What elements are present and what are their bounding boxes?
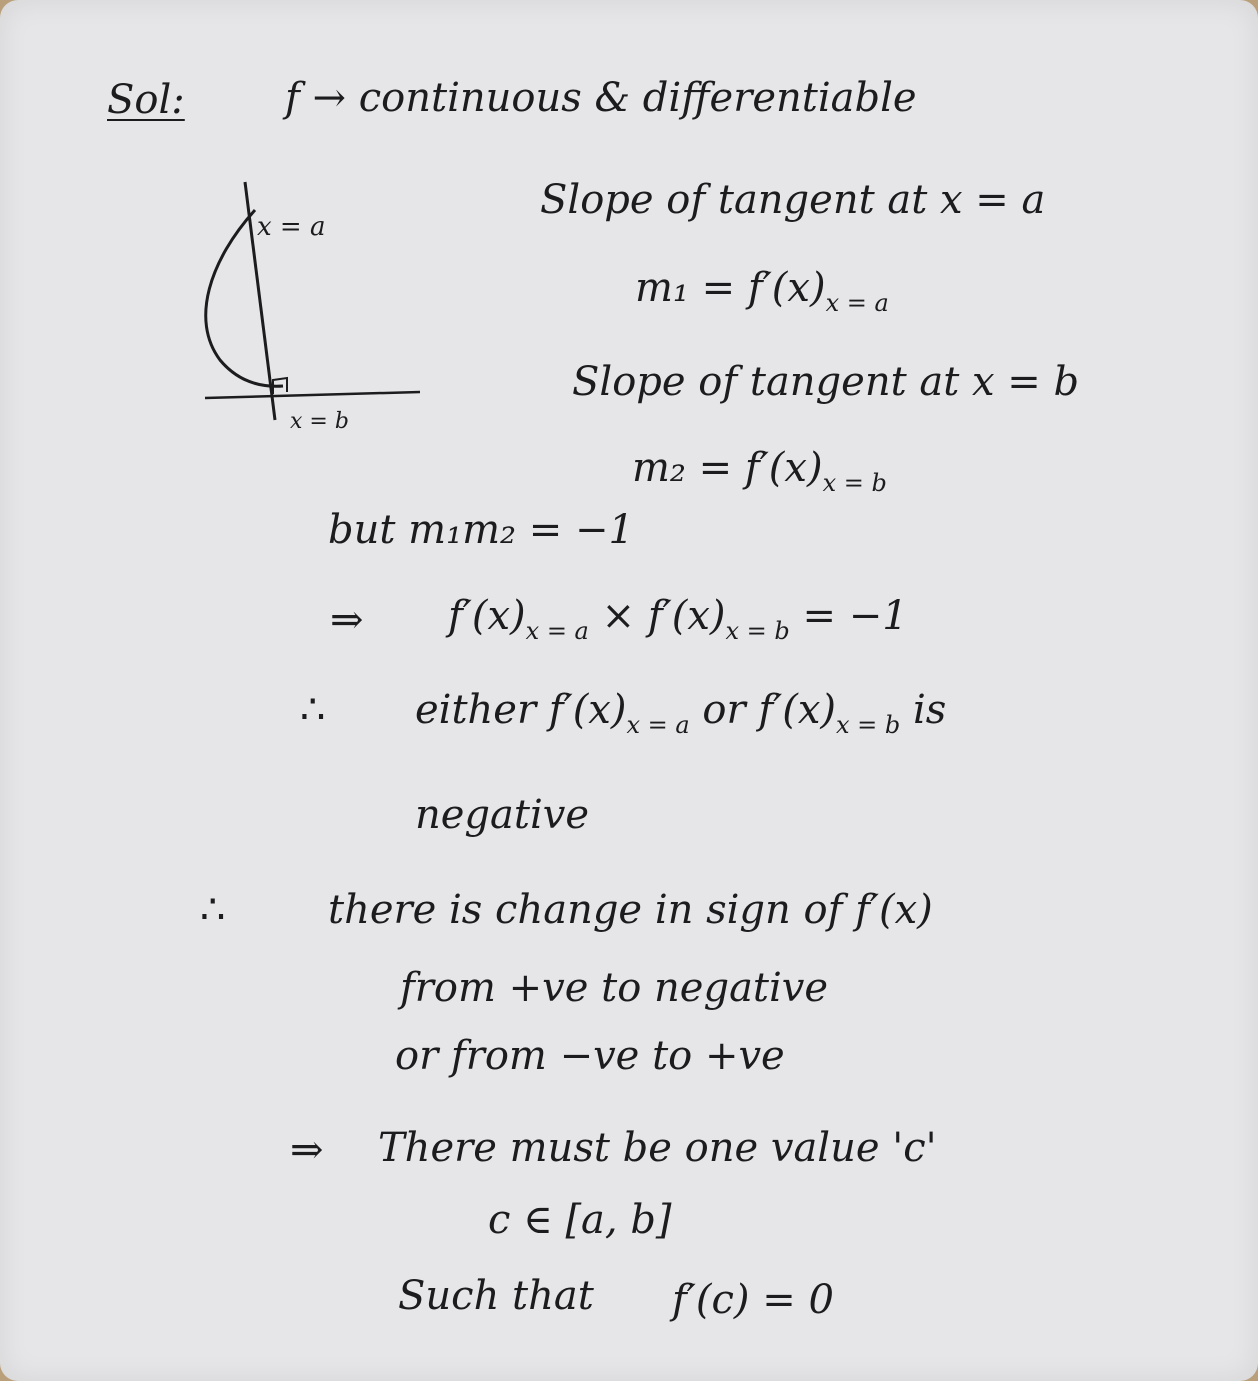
implies-symbol: ⇒: [330, 597, 364, 643]
slope-b-heading: Slope of tangent at x = b: [572, 359, 1080, 405]
from-line: from +ve to negative: [400, 965, 829, 1011]
therefore-symbol-1: ∴: [300, 687, 326, 733]
either-part1: either f′(x): [415, 687, 627, 733]
such-that: Such that: [398, 1273, 594, 1319]
tangent-line-b: [205, 392, 420, 398]
statement-line: f → continuous & differentiable: [285, 75, 917, 121]
product-part2: × f′(x): [601, 593, 726, 639]
product-line: [448, 593, 908, 645]
but-line: but m₁m₂ = −1: [328, 507, 634, 553]
or-from-line: or from −ve to +ve: [395, 1033, 785, 1079]
either-part3: is: [912, 687, 947, 733]
m1-lhs: m₁ = f′(x): [635, 265, 826, 311]
negative-word: negative: [415, 792, 590, 838]
m2-subscript: x = b: [822, 469, 887, 497]
slope-a-heading: Slope of tangent at x = a: [540, 177, 1046, 223]
conclusion: f′(c) = 0: [672, 1277, 834, 1323]
either-part2: or f′(x): [702, 687, 836, 733]
implies-symbol-2: ⇒: [290, 1127, 324, 1173]
sol-label: Sol:: [107, 77, 185, 123]
product-sub1: x = a: [525, 617, 589, 645]
label-x-eq-b: x = b: [290, 409, 349, 434]
m1-subscript: x = a: [825, 289, 889, 317]
product-sub2: x = b: [725, 617, 790, 645]
c-in-line: c ∈ [a, b]: [488, 1197, 672, 1243]
either-line: [415, 687, 947, 739]
product-part1: f′(x): [448, 593, 526, 639]
must-line: There must be one value 'c': [378, 1125, 937, 1171]
label-x-eq-a: x = a: [257, 212, 326, 242]
therefore-symbol-2: ∴: [200, 887, 226, 933]
product-rhs: = −1: [802, 593, 908, 639]
m2-equation: [632, 445, 887, 497]
curve-sketch: [195, 170, 435, 440]
either-sub2: x = b: [835, 711, 901, 739]
m1-equation: [635, 265, 889, 317]
change-line: there is change in sign of f′(x): [328, 887, 933, 933]
either-sub1: x = a: [626, 711, 690, 739]
m2-lhs: m₂ = f′(x): [632, 445, 823, 491]
